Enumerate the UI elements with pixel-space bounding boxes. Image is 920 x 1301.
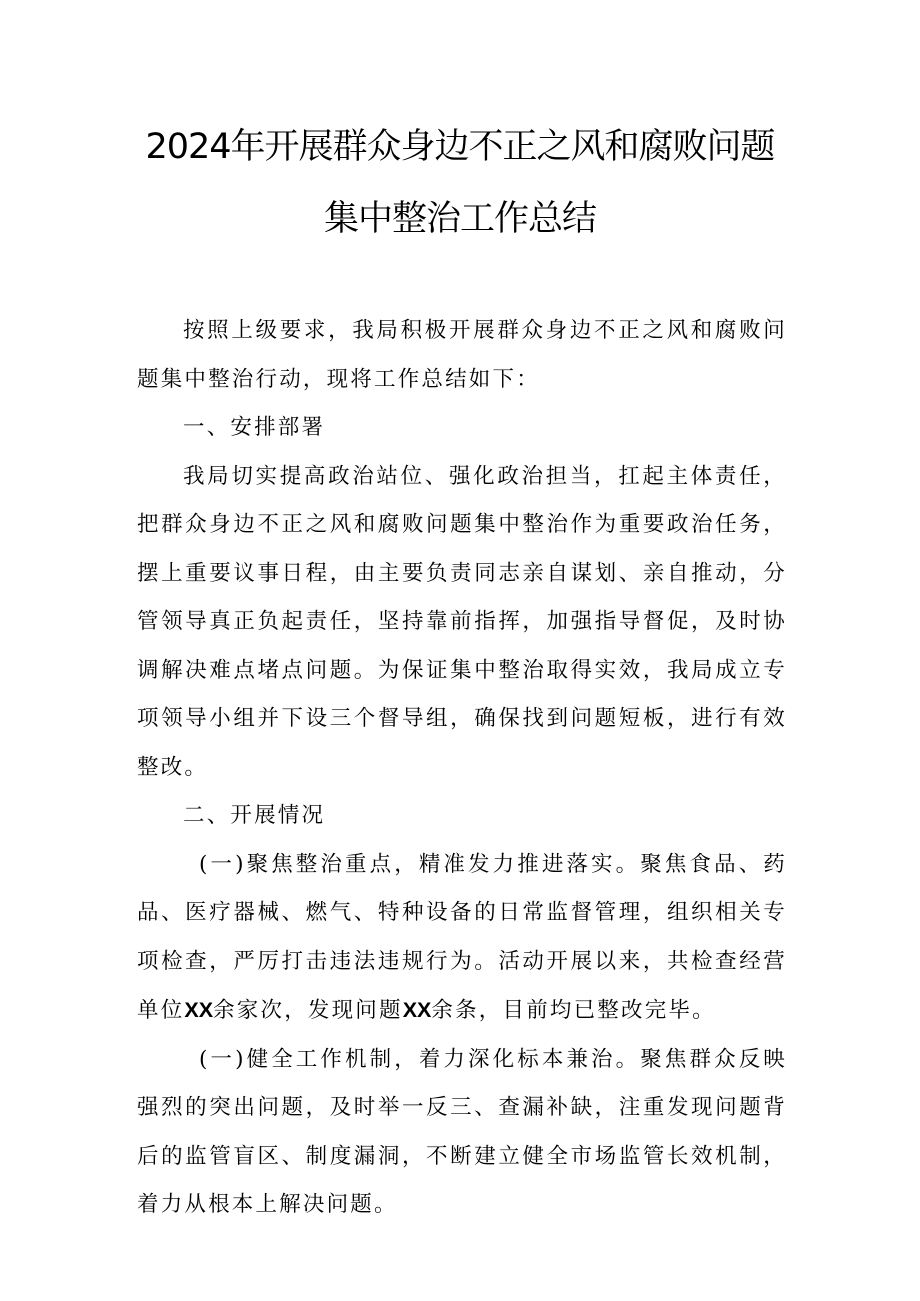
item1-text-a: (一)聚焦整治重点，精准发力推进落实。聚焦食品、药品、医疗器械、燃气、特种设备的日常监督管理，组织相关专项检查，严厉打击违法违规行为。活动开展以来，共检查经营单位 xyxy=(137,851,787,1023)
item2-paragraph: (一)健全工作机制，着力深化标本兼治。聚焦群众反映强烈的突出问题，及时举一反三、查漏补缺，注重发现问题背后的监管盲区、制度漏洞，不断建立健全市场监管长效机制，着力从根本上解决问题。 xyxy=(137,1046,787,1217)
document-title-line1: 2024年开展群众身边不正之风和腐败问题 xyxy=(145,127,775,167)
item1-count-issues: XX xyxy=(402,998,432,1022)
intro-paragraph: 按照上级要求，我局积极开展群众身边不正之风和腐败问题集中整治行动，现将工作总结如下： xyxy=(137,318,787,392)
item1-paragraph xyxy=(137,841,787,1036)
section1-paragraph: 我局切实提高政治站位、强化政治担当，扛起主体责任，把群众身边不正之风和腐败问题集中整治作为重要政治任务，摆上重要议事日程，由主要负责同志亲自谋划、亲自推动，分管领导真正负起责任，坚持靠前指挥，加强指导督促，及时协调解决难点堵点问题。为保证集中整治取得实效，我局成立专项领导小组并下设三个督导组，确保找到问题短板，进行有效整改。 xyxy=(137,463,787,780)
item1-text-b: 余家次，发现问题 xyxy=(213,998,403,1023)
section-heading-progress: 二、开展情况 xyxy=(183,803,326,828)
document-title-line2: 集中整治工作总结 xyxy=(323,199,596,239)
section-heading-arrangement: 一、安排部署 xyxy=(183,415,326,440)
item1-count-units: XX xyxy=(184,998,214,1022)
item1-text-c: 余条，目前均已整改完毕。 xyxy=(431,998,716,1023)
document-body xyxy=(137,307,787,1230)
